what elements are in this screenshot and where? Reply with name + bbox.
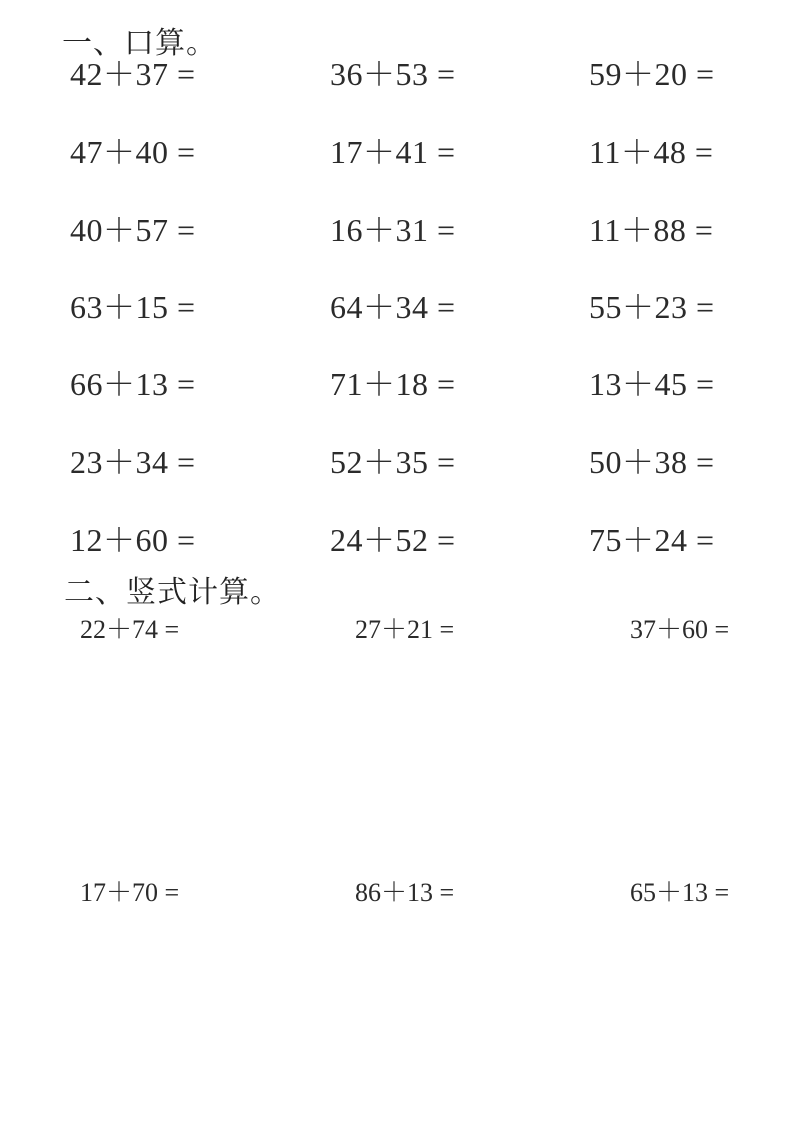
oral-problem: 36＋53 = bbox=[330, 56, 456, 92]
vertical-row bbox=[0, 613, 800, 647]
vertical-problem: 86＋13 = bbox=[355, 878, 455, 907]
vertical-problem: 65＋13 = bbox=[630, 878, 730, 907]
oral-problem: 42＋37 = bbox=[70, 56, 196, 92]
oral-problem: 71＋18 = bbox=[330, 366, 456, 402]
oral-problem: 47＋40 = bbox=[70, 134, 196, 170]
vertical-problem: 17＋70 = bbox=[80, 878, 180, 907]
oral-problem: 24＋52 = bbox=[330, 522, 456, 558]
section-2-title: 二、竖式计算。 bbox=[64, 575, 281, 610]
oral-row bbox=[0, 54, 800, 94]
oral-row bbox=[0, 364, 800, 404]
vertical-problem: 27＋21 = bbox=[355, 615, 455, 644]
oral-row bbox=[0, 520, 800, 560]
vertical-problem: 22＋74 = bbox=[80, 615, 180, 644]
oral-problem: 16＋31 = bbox=[330, 212, 456, 248]
oral-problem: 23＋34 = bbox=[70, 444, 196, 480]
oral-problem: 55＋23 = bbox=[589, 289, 715, 325]
oral-problem: 64＋34 = bbox=[330, 289, 456, 325]
oral-row bbox=[0, 132, 800, 172]
oral-problem: 12＋60 = bbox=[70, 522, 196, 558]
vertical-problem: 37＋60 = bbox=[630, 615, 730, 644]
oral-problem: 40＋57 = bbox=[70, 212, 196, 248]
oral-row bbox=[0, 442, 800, 482]
oral-problem: 63＋15 = bbox=[70, 289, 196, 325]
working-space bbox=[60, 915, 760, 1115]
oral-problem: 50＋38 = bbox=[589, 444, 715, 480]
oral-problem: 75＋24 = bbox=[589, 522, 715, 558]
oral-problem: 66＋13 = bbox=[70, 366, 196, 402]
oral-problem: 11＋88 = bbox=[589, 212, 714, 248]
oral-problem: 52＋35 = bbox=[330, 444, 456, 480]
section-1-title: 一、口算。 bbox=[62, 26, 217, 61]
oral-problem: 11＋48 = bbox=[589, 134, 714, 170]
oral-problem: 13＋45 = bbox=[589, 366, 715, 402]
oral-problem: 17＋41 = bbox=[330, 134, 456, 170]
vertical-row bbox=[0, 876, 800, 910]
oral-row bbox=[0, 210, 800, 250]
oral-problem: 59＋20 = bbox=[589, 56, 715, 92]
working-space bbox=[60, 650, 760, 865]
oral-row bbox=[0, 287, 800, 327]
